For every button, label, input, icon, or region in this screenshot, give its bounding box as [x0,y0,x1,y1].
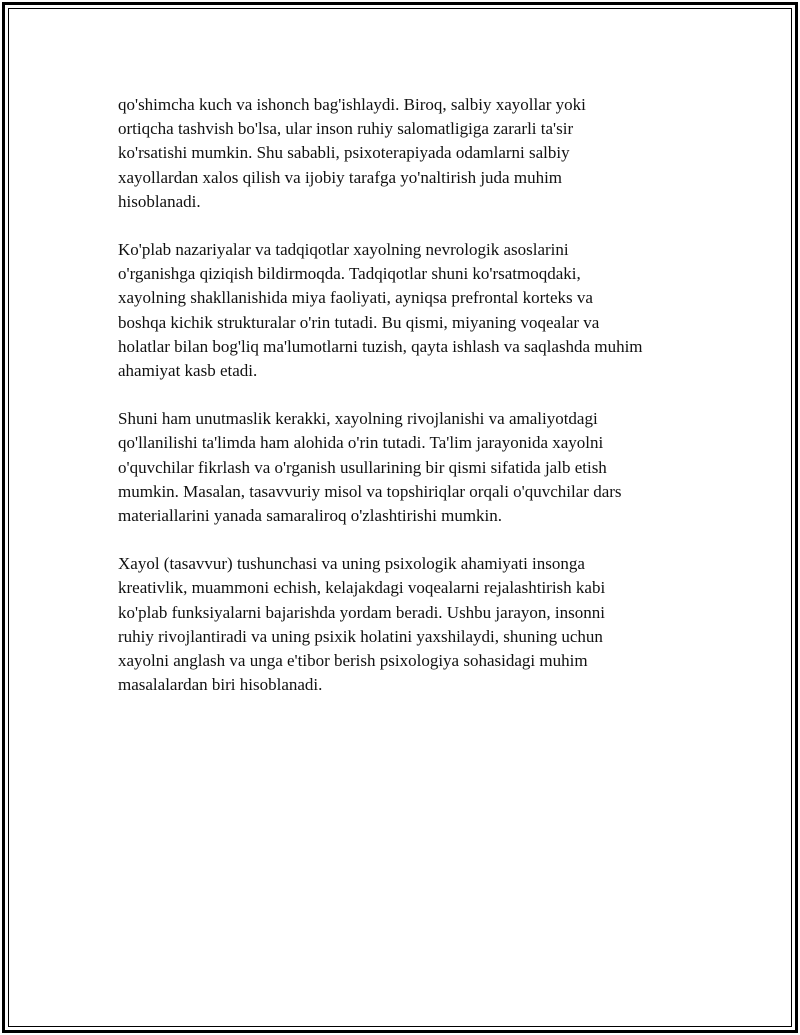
text-line: ko'plab funksiyalarni bajarishda yordam beradi. Ushbu jarayon, insonni [118,602,605,622]
text-line: xayolning shakllanishida miya faoliyati, ayniqsa prefrontal korteks va [118,288,593,308]
text-line: xayollardan xalos qilish va ijobiy tarafga yo'naltirish juda muhim [118,167,563,187]
text-line: qo'llanilishi ta'limda ham alohida o'rin tutadi. Ta'lim jarayonida xayolni [118,433,604,453]
text-line: Shuni ham unutmaslik kerakki, xayolning rivojlanishi va amaliyotdagi [118,409,598,429]
text-line: ko'rsatishi mumkin. Shu sababli, psixoterapiyada odamlarni salbiy [118,143,570,163]
text-line: ahamiyat kasb etadi. [118,361,258,381]
text-line: holatlar bilan bog'liq ma'lumotlarni tuzish, qayta ishlash va saqlashda muhim [118,336,643,356]
paragraph-1 [118,93,698,214]
text-line: hisoblanadi. [118,191,201,211]
text-line: kreativlik, muammoni echish, kelajakdagi voqealarni rejalashtirish kabi [118,578,606,598]
text-line: Xayol (tasavvur) tushunchasi va uning psixologik ahamiyati insonga [118,554,585,574]
paragraph-2 [118,238,698,383]
paragraph-3 [118,407,698,528]
text-line: Ko'plab nazariyalar va tadqiqotlar xayolning nevrologik asoslarini [118,240,569,260]
text-line: masalalardan biri hisoblanadi. [118,675,323,695]
paragraph-4 [118,552,698,697]
text-line: xayolni anglash va unga e'tibor berish psixologiya sohasidagi muhim [118,651,588,671]
document-body [118,93,698,721]
text-line: boshqa kichik strukturalar o'rin tutadi. Bu qismi, miyaning voqealar va [118,312,600,332]
text-line: ruhiy rivojlantiradi va uning psixik holatini yaxshilaydi, shuning uchun [118,626,603,646]
text-line: o'rganishga qiziqish bildirmoqda. Tadqiqotlar shuni ko'rsatmoqdaki, [118,264,581,284]
text-line: ortiqcha tashvish bo'lsa, ular inson ruhiy salomatligiga zararli ta'sir [118,119,574,139]
text-line: mumkin. Masalan, tasavvuriy misol va topshiriqlar orqali o'quvchilar dars [118,481,622,501]
text-line: o'quvchilar fikrlash va o'rganish usullarining bir qismi sifatida jalb etish [118,457,607,477]
text-line: qo'shimcha kuch va ishonch bag'ishlaydi. Biroq, salbiy xayollar yoki [118,95,586,114]
text-line: materiallarini yanada samaraliroq o'zlashtirishi mumkin. [118,506,503,526]
